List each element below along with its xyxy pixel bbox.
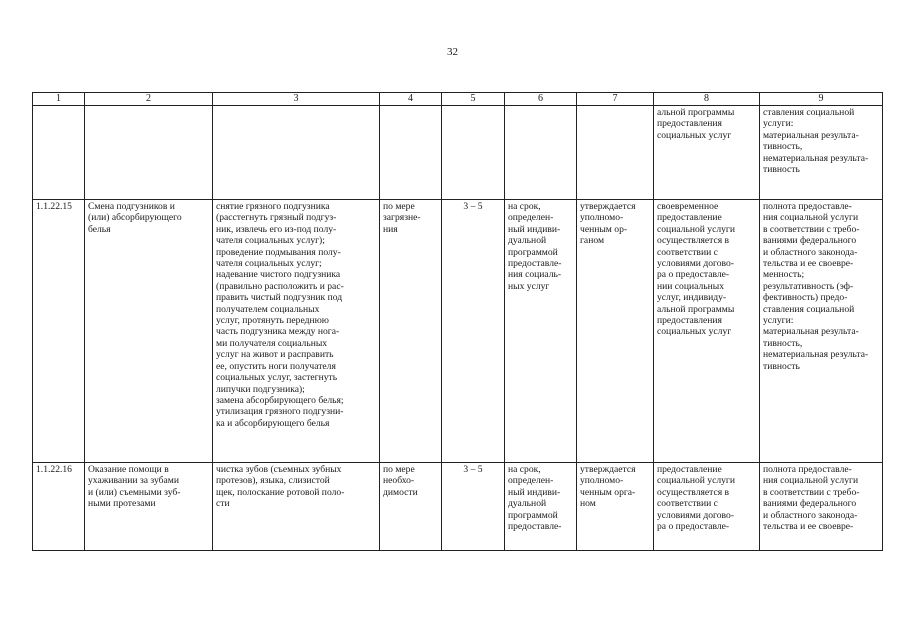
service-code: 1.1.22.16 bbox=[33, 463, 85, 551]
column-header: 9 bbox=[760, 93, 883, 106]
service-frequency: по мере необхо- димости bbox=[380, 463, 442, 551]
table-cell bbox=[380, 106, 442, 200]
column-header: 6 bbox=[505, 93, 577, 106]
service-description: чистка зубов (съемных зубных протезов), языка, слизистой щек, полоскание ротовой поло- сти bbox=[213, 463, 380, 551]
service-quality: полнота предоставле- ния социальной услуги в соответствии с требо- ваниями федерального и областного законода- тельства и ее своевре- bbox=[760, 463, 883, 551]
table-cell bbox=[85, 106, 213, 200]
column-header: 5 bbox=[442, 93, 505, 106]
table-cell bbox=[505, 106, 577, 200]
service-term: на срок, определен- ный индиви- дуальной программой предоставле- ния социаль- ных услуг bbox=[505, 200, 577, 463]
service-duration: 3 – 5 bbox=[442, 463, 505, 551]
column-header: 2 bbox=[85, 93, 213, 106]
column-header: 3 bbox=[213, 93, 380, 106]
service-code: 1.1.22.15 bbox=[33, 200, 85, 463]
table-cell bbox=[442, 106, 505, 200]
service-conditions: своевременное предоставление социальной услуги осуществляется в соответствии с условиями догово- ра о предоставле- нии социальных услуг, индивиду- альной программы предоставления социальных услуг bbox=[654, 200, 760, 463]
services-table bbox=[32, 92, 883, 551]
column-header: 1 bbox=[33, 93, 85, 106]
table-row bbox=[33, 463, 883, 551]
service-conditions: предоставление социальной услуги осуществляется в соответствии с условиями догово- ра о предоставле- bbox=[654, 463, 760, 551]
header-row bbox=[33, 93, 883, 106]
column-header: 4 bbox=[380, 93, 442, 106]
table-cell bbox=[213, 106, 380, 200]
table-cell bbox=[577, 106, 654, 200]
service-name: Оказание помощи в ухаживании за зубами и (или) съемными зуб- ными протезами bbox=[85, 463, 213, 551]
service-tariff: утверждается уполномо- ченным орга- ном bbox=[577, 463, 654, 551]
service-tariff: утверждается уполномо- ченным ор- ганом bbox=[577, 200, 654, 463]
table-cell: ставления социальной услуги: материальная результа- тивность, нематериальная результа- тивность bbox=[760, 106, 883, 200]
table-row bbox=[33, 106, 883, 200]
service-quality: полнота предоставле- ния социальной услуги в соответствии с требо- ваниями федерального и областного законода- тельства и ее своевре- менность; результативность (эф- фективность) предо- ставления социальной услуги: материальная результа- тивность, нематериальная результа- тивность bbox=[760, 200, 883, 463]
service-term: на срок, определен- ный индиви- дуальной программой предоставле- bbox=[505, 463, 577, 551]
column-header: 8 bbox=[654, 93, 760, 106]
column-header: 7 bbox=[577, 93, 654, 106]
table-row bbox=[33, 200, 883, 463]
table-cell: альной программы предоставления социальных услуг bbox=[654, 106, 760, 200]
service-frequency: по мере загрязне- ния bbox=[380, 200, 442, 463]
service-duration: 3 – 5 bbox=[442, 200, 505, 463]
service-name: Смена подгузников и (или) абсорбирующего белья bbox=[85, 200, 213, 463]
table-cell bbox=[33, 106, 85, 200]
service-description: снятие грязного подгузника (расстегнуть грязный подгуз- ник, извлечь его из-под полу- чателя социальных услуг); проведение подмывания полу- чателя социальных услуг; надевание чистого подгузника (правильно расположить и рас- править чистый подгузник под получателем социальных услуг, протянуть переднюю часть подгузника между нога- ми получателя социальных услуг на живот и расправить ее, опустить ноги получателя социальных услуг, застегнуть липучки подгузника); замена абсорбирующего белья; утилизация грязного подгузни- ка и абсорбирующего белья bbox=[213, 200, 380, 463]
page-number: 32 bbox=[447, 46, 458, 58]
